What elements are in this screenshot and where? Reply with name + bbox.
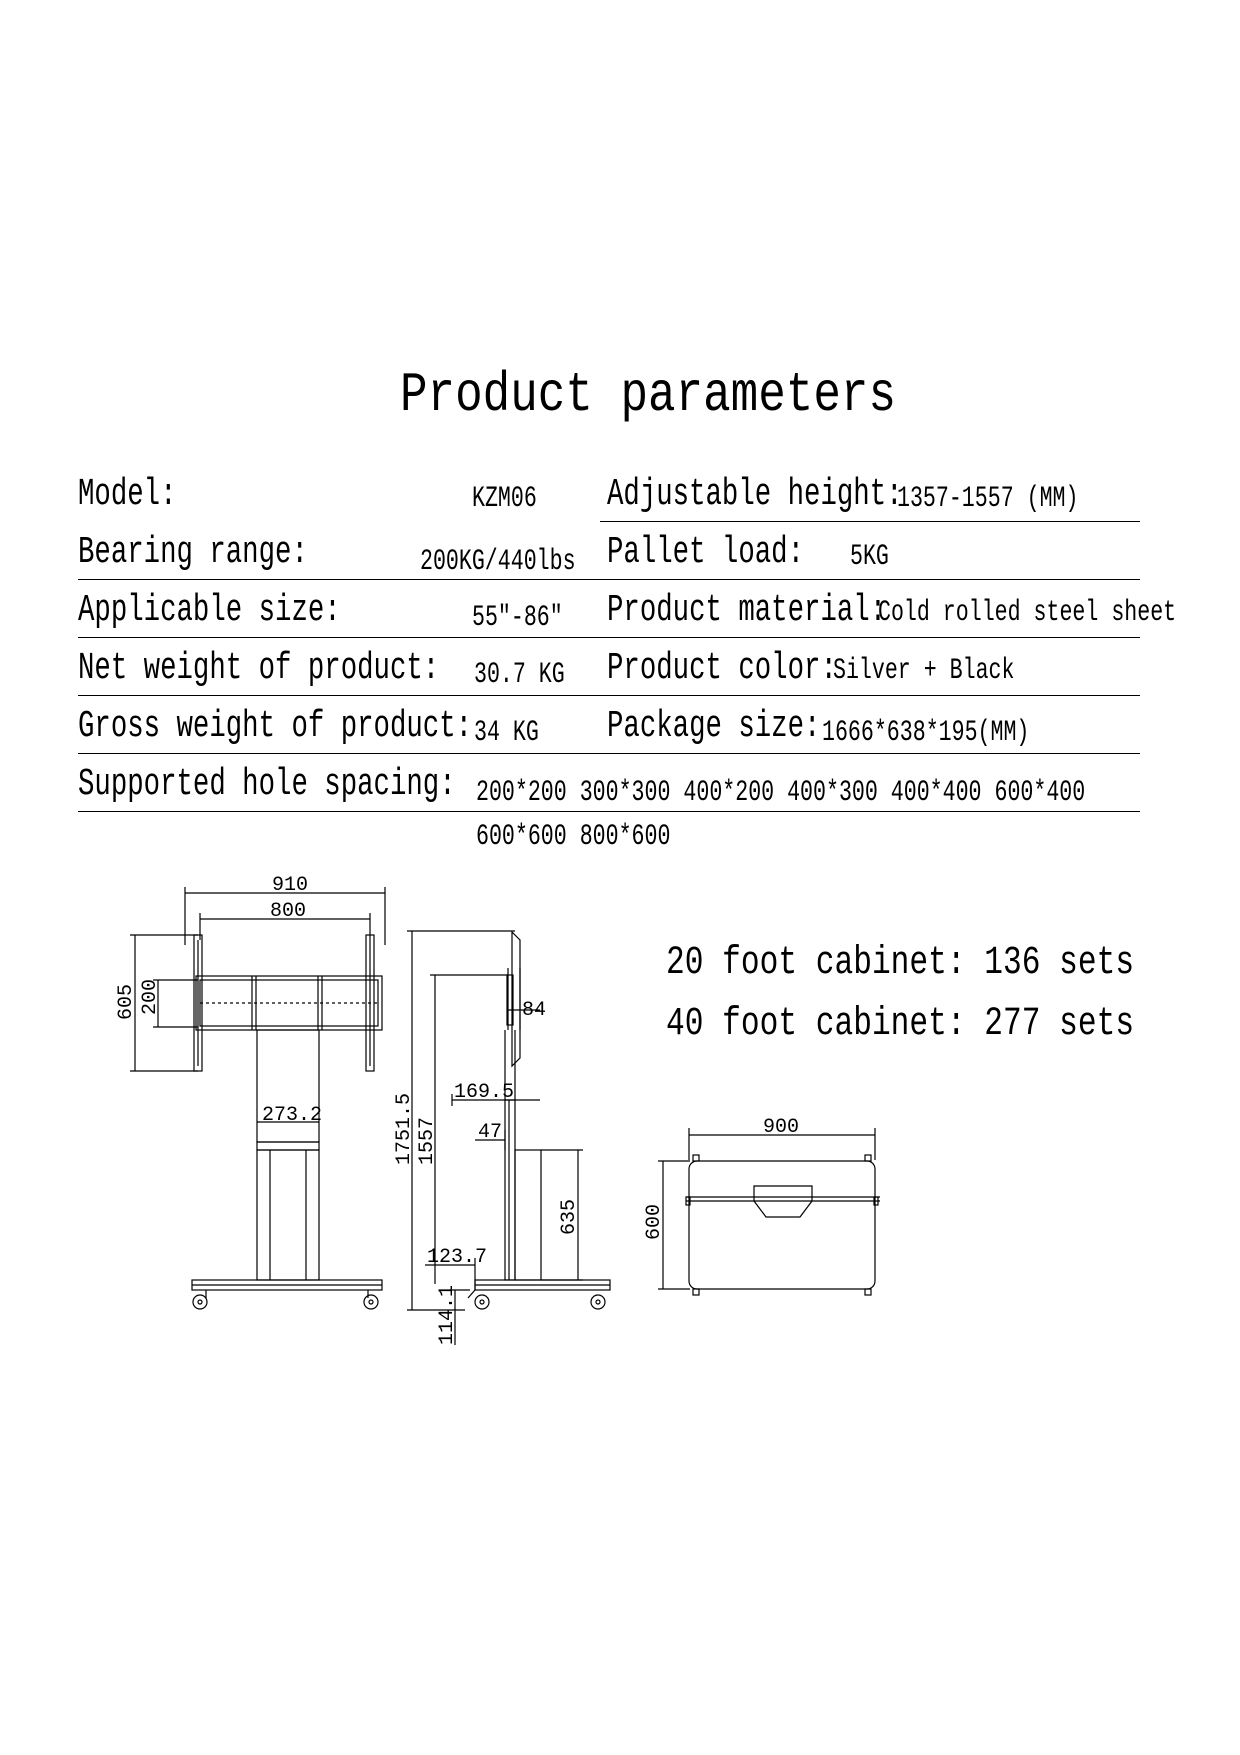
product-material-value: Cold rolled steel sheet: [878, 596, 1177, 630]
dim-front-height-inner: 200: [139, 978, 162, 1015]
dim-side-gap: 47: [478, 1121, 503, 1144]
package-view-drawing: [658, 1128, 880, 1295]
pallet-load-label: Pallet load:: [607, 531, 805, 574]
dim-front-width-inner: 800: [270, 900, 307, 923]
pallet-load-value: 5KG: [850, 540, 889, 574]
adjustable-height-label: Adjustable height:: [607, 473, 903, 516]
dim-side-depth: 84: [522, 999, 547, 1022]
gross-weight-value: 34 KG: [474, 716, 539, 750]
bearing-range-label: Bearing range:: [78, 531, 308, 574]
dim-side-total-height: 1751.5: [393, 1092, 416, 1165]
net-weight-label: Net weight of product:: [78, 647, 440, 690]
product-color-label: Product color:: [607, 647, 837, 690]
package-size-value: 1666*638*195(MM): [822, 716, 1030, 750]
package-size-label: Package size:: [607, 705, 821, 748]
dim-side-height: 1557: [416, 1116, 439, 1165]
model-label: Model:: [78, 473, 177, 516]
adjustable-height-value: 1357-1557 (MM): [897, 482, 1079, 516]
net-weight-value: 30.7 KG: [474, 658, 565, 692]
applicable-size-label: Applicable size:: [78, 589, 341, 632]
dim-front-column: 273.2: [262, 1104, 323, 1127]
model-value: KZM06: [472, 482, 537, 516]
product-material-label: Product material:: [607, 589, 887, 632]
product-color-value: Silver + Black: [833, 654, 1015, 688]
applicable-size-value: 55″-86″: [472, 601, 563, 635]
dim-package-width: 900: [763, 1116, 800, 1139]
cabinet-20ft: 20 foot cabinet: 136 sets: [666, 941, 1135, 986]
hole-spacing-line-1: 200*200 300*300 400*200 400*300 400*400 600*400: [476, 776, 1086, 810]
gross-weight-label: Gross weight of product:: [78, 705, 473, 748]
dim-side-bottom: 114.1: [436, 1284, 459, 1345]
dim-package-height: 600: [643, 1203, 666, 1240]
page-title: Product parameters: [400, 363, 897, 427]
bearing-range-value: 200KG/440lbs: [420, 545, 576, 579]
dim-front-height-outer: 605: [115, 983, 138, 1020]
dim-front-width-outer: 910: [272, 874, 309, 897]
hole-spacing-label: Supported hole spacing:: [78, 763, 456, 806]
dim-side-foot: 123.7: [427, 1246, 488, 1269]
dim-side-offset: 169.5: [454, 1081, 515, 1104]
dim-side-base-height: 635: [558, 1198, 581, 1235]
cabinet-40ft: 40 foot cabinet: 277 sets: [666, 1002, 1135, 1047]
hole-spacing-line-2: 600*600 800*600: [476, 820, 671, 854]
front-view-drawing: [130, 887, 385, 1309]
